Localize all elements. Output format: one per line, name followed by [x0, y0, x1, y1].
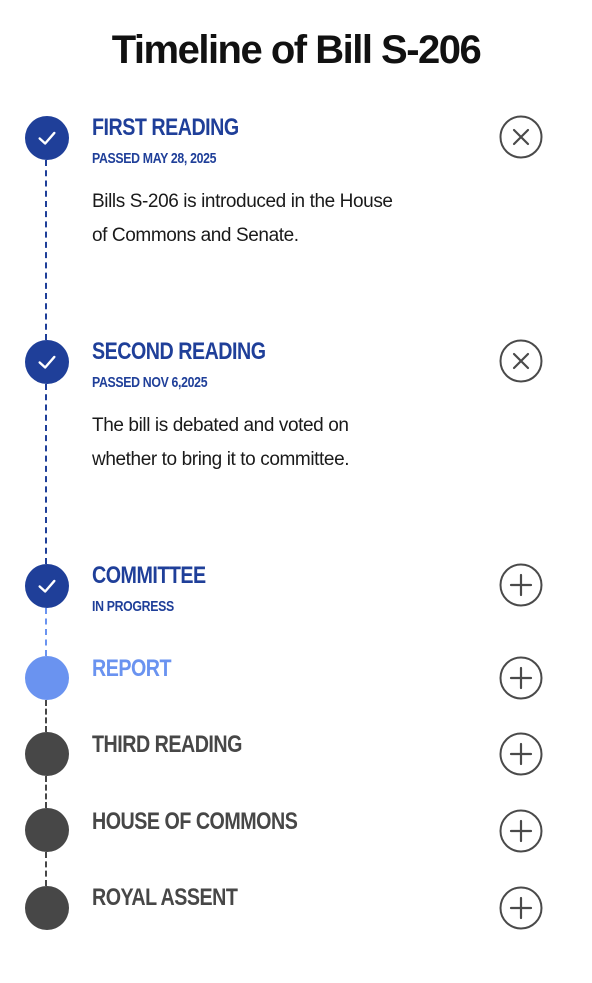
timeline-connector — [45, 160, 47, 340]
plus-icon — [499, 732, 543, 776]
step-indicator-completed — [25, 564, 69, 608]
step-title-first-reading: FIRST READING — [92, 114, 239, 141]
step-status-first-reading: PASSED MAY 28, 2025 — [92, 150, 217, 167]
collapse-first-reading-button[interactable] — [499, 115, 543, 159]
collapse-second-reading-button[interactable] — [499, 339, 543, 383]
timeline-connector — [45, 608, 47, 656]
step-title-committee: COMMITTEE — [92, 562, 206, 589]
plus-icon — [499, 886, 543, 930]
expand-house-of-commons-button[interactable] — [499, 809, 543, 853]
step-indicator-completed — [25, 116, 69, 160]
step-title-house-of-commons: HOUSE OF COMMONS — [92, 808, 298, 835]
timeline-connector — [45, 384, 47, 564]
step-title-third-reading: THIRD READING — [92, 731, 242, 758]
step-title-report: REPORT — [92, 655, 172, 682]
expand-royal-assent-button[interactable] — [499, 886, 543, 930]
step-indicator-pending — [25, 732, 69, 776]
step-title-second-reading: SECOND READING — [92, 338, 266, 365]
timeline-connector — [45, 700, 47, 732]
close-icon — [499, 339, 543, 383]
expand-committee-button[interactable] — [499, 563, 543, 607]
step-description-second-reading: The bill is debated and voted on whether to bring it to committee. — [92, 415, 350, 470]
step-indicator-completed — [25, 340, 69, 384]
expand-report-button[interactable] — [499, 656, 543, 700]
plus-icon — [499, 809, 543, 853]
step-status-second-reading: PASSED NOV 6,2025 — [92, 374, 208, 391]
step-indicator-pending — [25, 808, 69, 852]
step-status-committee: IN PROGRESS — [92, 598, 174, 615]
step-title-royal-assent: ROYAL ASSENT — [92, 884, 238, 911]
plus-icon — [499, 656, 543, 700]
timeline-connector — [45, 852, 47, 886]
step-description-first-reading: Bills S-206 is introduced in the House of Commons and Senate. — [92, 191, 393, 246]
timeline-connector — [45, 776, 47, 808]
check-icon — [36, 351, 58, 373]
check-icon — [36, 127, 58, 149]
step-indicator-current — [25, 656, 69, 700]
close-icon — [499, 115, 543, 159]
plus-icon — [499, 563, 543, 607]
check-icon — [36, 575, 58, 597]
page-title: Timeline of Bill S-206 — [111, 28, 481, 72]
step-indicator-pending — [25, 886, 69, 930]
expand-third-reading-button[interactable] — [499, 732, 543, 776]
